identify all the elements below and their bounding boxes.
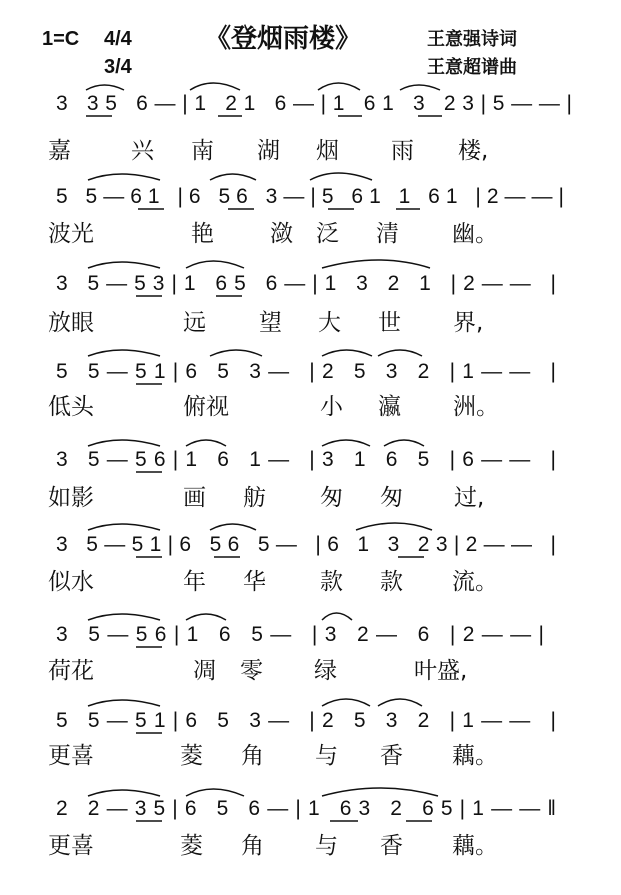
lyric-line (48, 310, 483, 336)
lyric-syllable: 年 (183, 569, 206, 595)
lyric-syllable: 低头 (48, 394, 94, 420)
slur-mark (88, 174, 160, 180)
slur-mark (378, 699, 422, 706)
lyric-syllable: 烟 (316, 138, 339, 164)
slur-mark (88, 790, 160, 796)
lyric-syllable: 香 (380, 743, 403, 769)
lyric-syllable: 香 (380, 833, 403, 859)
slur-mark (190, 83, 240, 90)
lyric-syllable: 世 (378, 310, 401, 336)
slur-mark (322, 440, 370, 446)
lyric-syllable: 与 (315, 833, 338, 859)
lyric-syllable: 角 (241, 833, 264, 859)
lyric-syllable: 放眼 (48, 310, 94, 336)
slur-mark (186, 789, 244, 796)
lyric-syllable: 泛 (316, 221, 339, 247)
lyric-syllable: 款 (380, 569, 403, 595)
slur-mark (378, 350, 422, 356)
slur-mark (322, 613, 352, 620)
slur-mark (88, 350, 160, 356)
lyric-syllable: 角 (241, 743, 264, 769)
notation-line: 3 5—51|6 56 5— |6 1 3 23|2—— | (56, 533, 556, 556)
lyric-syllable: 画 (183, 485, 206, 511)
slur-mark (186, 261, 244, 268)
song-title: 《登烟雨楼》 (205, 24, 362, 54)
slur-mark (322, 788, 438, 796)
lyric-line (48, 394, 499, 420)
notation-line: 3 5—56|1 6 5— |3 2— 6 |2——| (56, 623, 544, 646)
lyric-syllable: 瀛 (378, 394, 401, 420)
lyric-syllable: 艳 (191, 221, 214, 247)
lyric-line (48, 743, 498, 769)
lyricist-credit: 王意强诗词 (427, 29, 517, 50)
slur-mark (318, 83, 360, 90)
lyric-line (48, 569, 498, 595)
slur-mark (186, 440, 226, 446)
lyric-line (48, 138, 488, 164)
slur-mark (88, 440, 160, 446)
slur-mark (322, 260, 430, 268)
notation-line: 2 2—35|6 5 6—|1 63 2 65|1——‖ (56, 797, 557, 820)
lyric-syllable: 南 (191, 138, 214, 164)
slur-mark (356, 523, 432, 530)
lyric-line (48, 485, 484, 511)
lyric-syllable: 过, (454, 485, 485, 511)
lyric-syllable: 藕。 (452, 833, 498, 859)
lyric-syllable: 如影 (48, 485, 94, 511)
key-signature: 1=C (42, 28, 80, 50)
lyric-syllable: 叶盛, (414, 658, 468, 684)
lyric-syllable: 俯视 (183, 394, 229, 420)
time-signature-alt: 3/4 (104, 56, 132, 78)
lyric-syllable: 零 (240, 658, 263, 684)
lyric-syllable: 菱 (180, 743, 203, 769)
lyric-syllable: 嘉 (48, 138, 71, 164)
notation-line: 5 5—51|6 5 3— |2 5 3 2 |1—— | (56, 709, 556, 732)
slur-mark (86, 85, 124, 90)
lyric-syllable: 大 (318, 310, 341, 336)
slur-mark (384, 440, 424, 446)
lyric-syllable: 清 (376, 221, 399, 247)
slur-mark (88, 262, 160, 268)
lyric-syllable: 望 (259, 310, 282, 336)
lyric-syllable: 界, (453, 310, 484, 336)
slur-mark (88, 700, 160, 706)
lyric-syllable: 流。 (452, 569, 498, 595)
lyric-syllable: 湖 (257, 138, 280, 164)
composer-credit: 王意超谱曲 (427, 57, 517, 78)
lyric-syllable: 洲。 (453, 394, 499, 420)
lyric-syllable: 菱 (180, 833, 203, 859)
lyric-syllable: 荷花 (48, 658, 94, 684)
lyric-syllable: 凋 (193, 658, 216, 684)
lyric-syllable: 匆 (380, 485, 403, 511)
slur-mark (210, 524, 256, 530)
lyric-syllable: 潋 (270, 221, 293, 247)
lyric-syllable: 幽。 (452, 221, 498, 247)
lyric-syllable: 款 (320, 569, 343, 595)
lyric-syllable: 似水 (48, 569, 94, 595)
lyric-syllable: 波光 (48, 221, 94, 247)
lyric-syllable: 楼, (458, 138, 489, 164)
notation-line: 5 5—61 |6 56 3—|5 61 1 61 |2——| (56, 185, 565, 208)
lyric-syllable: 更喜 (48, 833, 94, 859)
slur-mark (310, 173, 372, 180)
lyric-line (48, 833, 498, 859)
slur-mark (400, 85, 440, 90)
lyric-syllable: 小 (320, 394, 343, 420)
notation-line: 3 5—56|1 6 1— |3 1 6 5 |6—— | (56, 448, 556, 471)
slur-mark (186, 614, 226, 620)
notation-line: 5 5—51|6 5 3— |2 5 3 2 |1—— | (56, 360, 556, 383)
slur-mark (88, 614, 160, 620)
slur-mark (322, 350, 372, 356)
lyric-syllable: 兴 (131, 138, 154, 164)
time-signature: 4/4 (104, 28, 132, 50)
lyric-syllable: 华 (243, 569, 266, 595)
lyric-syllable: 与 (315, 743, 338, 769)
lyric-syllable: 匆 (320, 485, 343, 511)
notation-line: 3 35 6—|1 21 6—|1 61 3 23|5——| (56, 92, 572, 115)
lyric-syllable: 更喜 (48, 743, 94, 769)
lyric-line (48, 658, 467, 684)
lyric-line (48, 221, 498, 247)
slur-mark (88, 524, 160, 530)
slur-mark (210, 174, 256, 180)
lyric-syllable: 远 (183, 310, 206, 336)
lyric-syllable: 绿 (314, 658, 337, 684)
notation-line: 3 5—53|1 65 6—|1 3 2 1 |2—— | (56, 272, 556, 295)
lyric-syllable: 舫 (243, 485, 266, 511)
lyric-syllable: 雨 (391, 138, 414, 164)
slur-mark (210, 350, 262, 356)
slur-mark (322, 699, 370, 706)
lyric-syllable: 藕。 (452, 743, 498, 769)
